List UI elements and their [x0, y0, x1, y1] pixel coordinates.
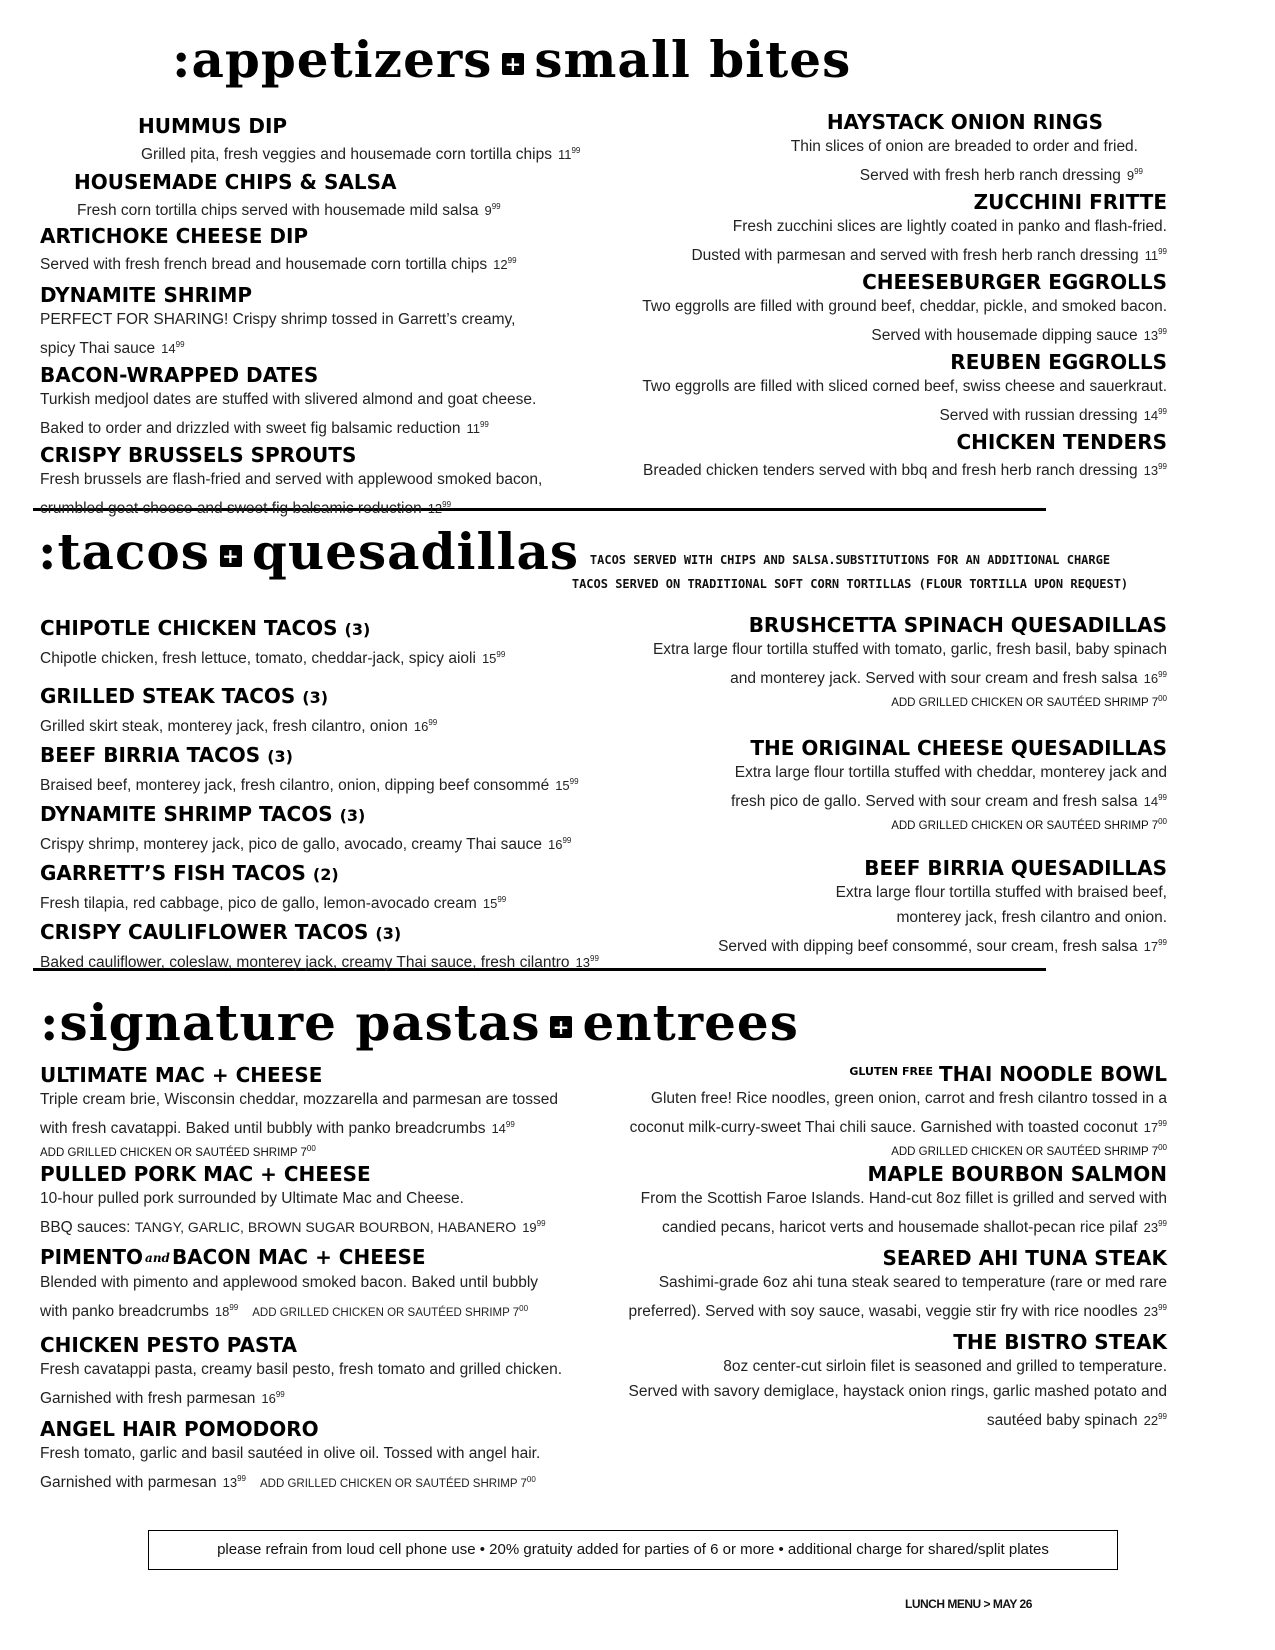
menu-item-dynamite-shrimp [40, 283, 515, 361]
item-name: CHICKEN TENDERS [956, 430, 1167, 454]
tacos-title-right: quesadillas [251, 522, 580, 581]
tacos-title [38, 522, 579, 581]
item-desc: Grilled skirt steak, monterey jack, fresh cilantro, onion [40, 718, 408, 735]
item-desc: with panko breadcrumbs [40, 1303, 209, 1320]
taco-note-line: TACOS SERVED WITH CHIPS AND SALSA.SUBSTITUTIONS FOR AN ADDITIONAL CHARGE [589, 553, 1111, 567]
menu-item-thai-noodle-bowl [630, 1060, 1167, 1160]
item-desc: BBQ sauces: [40, 1219, 135, 1236]
item-price: $15^{99}$ [481, 650, 506, 666]
menu-item-bacon-wrapped-dates [40, 363, 536, 441]
item-price: $13^{99}$ [222, 1474, 246, 1490]
item-name: CHICKEN PESTO PASTA [40, 1333, 298, 1357]
item-name: THAI NOODLE BOWL [938, 1062, 1167, 1086]
menu-item-beef-birria-quesadillas [718, 856, 1167, 959]
taco-notes [560, 548, 1140, 596]
gluten-free-tag: GLUTEN FREE [849, 1065, 933, 1078]
item-addon: ADD GRILLED CHICKEN OR SAUTÉED SHRIMP $7^{00}$ [891, 817, 1167, 832]
item-desc: Gluten free! Rice noodles, green onion, carrot and fresh cilantro tossed in a [650, 1090, 1167, 1107]
menu-item-seared-ahi-tuna-steak [628, 1246, 1167, 1324]
item-desc: Blended with pimento and applewood smoked bacon. Baked until bubbly [40, 1274, 539, 1291]
item-name: BEEF BIRRIA TACOS [40, 743, 261, 767]
item-name: HUMMUS DIP [138, 114, 288, 138]
item-name: GARRETT’S FISH TACOS [40, 861, 306, 885]
item-desc: Turkish medjool dates are stuffed with slivered almond and goat cheese. [40, 391, 537, 408]
item-desc: Extra large flour tortilla stuffed with tomato, garlic, fresh basil, baby spinach [652, 641, 1167, 658]
item-price: $11^{99}$ [557, 146, 581, 162]
item-name-and: and [145, 1251, 170, 1265]
item-price: $14^{99}$ [1143, 793, 1167, 809]
menu-item-zucchini-fritte [691, 190, 1167, 268]
item-desc: Baked to order and drizzled with sweet fig balsamic reduction [40, 420, 461, 437]
item-price: $16^{99}$ [261, 1390, 285, 1406]
menu-item-ultimate-mac-cheese [40, 1063, 558, 1161]
item-desc: Braised beef, monterey jack, fresh cilantro, onion, dipping beef consommé [40, 777, 550, 794]
item-desc: Thin slices of onion are breaded to order and fried. [790, 138, 1138, 155]
item-desc: Fresh zucchini slices are lightly coated in panko and flash-fried. [732, 218, 1167, 235]
item-name: SEARED AHI TUNA STEAK [882, 1246, 1167, 1270]
item-addon: ADD GRILLED CHICKEN OR SAUTÉED SHRIMP $7^{00}$ [891, 1143, 1167, 1158]
item-desc: Triple cream brie, Wisconsin cheddar, mozzarella and parmesan are tossed [40, 1091, 559, 1108]
item-price: $12^{99}$ [427, 500, 452, 516]
menu-item-cheeseburger-eggrolls [642, 270, 1167, 348]
menu-item-beef-birria-tacos [40, 743, 579, 798]
item-desc: crumbled goat cheese and sweet fig balsamic reduction [40, 500, 422, 517]
item-name: BACON MAC + CHEESE [171, 1245, 426, 1269]
item-price: $9^{99}$ [484, 202, 501, 218]
item-price: $22^{99}$ [1143, 1412, 1167, 1428]
item-count: (2) [312, 865, 339, 884]
item-name: BEEF BIRRIA QUESADILLAS [864, 856, 1167, 880]
footer-notice: please refrain from loud cell phone use • 20% gratuity added for parties of 6 or more • additional charge for shared/split plates [148, 1530, 1118, 1570]
pastas-title-left: :signature pastas [40, 993, 541, 1052]
item-desc: Fresh cavatappi pasta, creamy basil pesto, fresh tomato and grilled chicken. [40, 1361, 563, 1378]
item-name: HAYSTACK ONION RINGS [826, 110, 1103, 134]
item-desc: Fresh tomato, garlic and basil sautéed in olive oil. Tossed with angel hair. [40, 1445, 541, 1462]
menu-item-chicken-tenders [643, 430, 1167, 483]
item-desc: Served with russian dressing [939, 407, 1138, 424]
item-price: $15^{99}$ [555, 777, 579, 793]
item-price: $11^{99}$ [466, 420, 489, 436]
menu-item-crispy-brussels-sprouts [40, 443, 542, 521]
menu-item-bistro-steak [629, 1330, 1167, 1433]
menu-item-garretts-fish-tacos [40, 861, 506, 916]
item-desc: Served with dipping beef consommé, sour cream, fresh salsa [718, 938, 1138, 955]
item-desc: Fresh corn tortilla chips served with housemade mild salsa [77, 202, 479, 219]
pastas-title [40, 993, 799, 1052]
item-name: GRILLED STEAK TACOS [40, 684, 296, 708]
item-name: ULTIMATE MAC + CHEESE [40, 1063, 323, 1087]
item-desc: Two eggrolls are filled with sliced corned beef, swiss cheese and sauerkraut. [642, 378, 1167, 395]
item-price: $12^{99}$ [493, 256, 517, 272]
item-desc: Served with fresh herb ranch dressing [859, 167, 1121, 184]
item-price: $13^{99}$ [1143, 462, 1167, 478]
menu-item-original-cheese-quesadillas [731, 736, 1167, 834]
menu-item-grilled-steak-tacos [40, 684, 437, 739]
item-addon: ADD GRILLED CHICKEN OR SAUTÉED SHRIMP $7^{00}$ [891, 694, 1167, 709]
item-price: $23^{99}$ [1143, 1219, 1167, 1235]
menu-item-reuben-eggrolls [642, 350, 1167, 428]
menu-item-crispy-cauliflower-tacos [40, 920, 599, 975]
item-name: PIMENTO [40, 1245, 144, 1269]
item-name: THE BISTRO STEAK [953, 1330, 1167, 1354]
item-desc: fresh pico de gallo. Served with sour cream and fresh salsa [730, 793, 1138, 810]
item-desc: coconut milk-curry-sweet Thai chili sauce. Garnished with toasted coconut [629, 1119, 1138, 1136]
plus-icon: + [550, 1016, 572, 1038]
item-desc: Served with savory demiglace, haystack onion rings, garlic mashed potato and [628, 1383, 1167, 1400]
item-desc: sautéed baby spinach [986, 1412, 1138, 1429]
menu-item-chipotle-chicken-tacos [40, 616, 505, 671]
item-price: $14^{99}$ [1143, 407, 1167, 423]
item-desc: From the Scottish Faroe Islands. Hand-cut 8oz fillet is grilled and served with [640, 1190, 1167, 1207]
item-desc: Served with fresh french bread and housemade corn tortilla chips [40, 256, 488, 273]
item-addon: ADD GRILLED CHICKEN OR SAUTÉED SHRIMP $7^{00}$ [260, 1475, 536, 1490]
taco-note-line: TACOS SERVED ON TRADITIONAL SOFT CORN TORTILLAS (FLOUR TORTILLA UPON REQUEST) [571, 577, 1129, 591]
item-count: (3) [267, 747, 293, 766]
appetizers-title [172, 30, 851, 89]
item-name: BACON-WRAPPED DATES [40, 363, 319, 387]
item-desc: Grilled pita, fresh veggies and housemade corn tortilla chips [141, 146, 552, 163]
item-desc: and monterey jack. Served with sour cream and fresh salsa [730, 670, 1138, 687]
menu-item-hummus-dip [138, 114, 580, 167]
item-name: DYNAMITE SHRIMP [40, 283, 253, 307]
item-desc: Sashimi-grade 6oz ahi tuna steak seared to temperature (rare or med rare [658, 1274, 1167, 1291]
item-price: $14^{99}$ [491, 1120, 515, 1136]
menu-item-pimento-bacon-mac-cheese [40, 1245, 538, 1326]
item-count: (3) [344, 620, 371, 639]
item-desc: Baked cauliflower, coleslaw, monterey jack, creamy Thai sauce, fresh cilantro [40, 954, 570, 971]
item-addon: ADD GRILLED CHICKEN OR SAUTÉED SHRIMP $7^{00}$ [40, 1144, 316, 1159]
item-name: THE ORIGINAL CHEESE QUESADILLAS [750, 736, 1167, 760]
item-desc: Extra large flour tortilla stuffed with cheddar, monterey jack and [734, 764, 1167, 781]
item-price: $15^{99}$ [482, 895, 507, 911]
item-name: CHIPOTLE CHICKEN TACOS [40, 616, 338, 640]
item-price: $17^{99}$ [1143, 938, 1167, 954]
item-sauces: TANGY, GARLIC, BROWN SUGAR BOURBON, HABANERO [134, 1219, 517, 1235]
item-name: ANGEL HAIR POMODORO [40, 1417, 319, 1441]
item-price: $9^{99}$ [1126, 167, 1143, 183]
menu-item-chicken-pesto-pasta [40, 1333, 562, 1411]
item-price: $16^{99}$ [1143, 670, 1167, 686]
item-count: (3) [375, 924, 402, 943]
item-price: $16^{99}$ [413, 718, 438, 734]
menu-item-brushcetta-spinach-quesadillas [653, 613, 1167, 711]
menu-item-pulled-pork-mac-cheese [40, 1162, 546, 1240]
menu-item-angel-hair-pomodoro [40, 1417, 540, 1497]
item-name: DYNAMITE SHRIMP TACOS [40, 802, 333, 826]
pastas-title-right: entrees [582, 993, 799, 1052]
item-name: ZUCCHINI FRITTE [973, 190, 1167, 214]
plus-icon: + [502, 53, 524, 75]
item-price: $18^{99}$ [214, 1303, 239, 1319]
menu-item-housemade-chips-salsa [74, 170, 501, 223]
item-desc: Breaded chicken tenders served with bbq and fresh herb ranch dressing [643, 462, 1138, 479]
menu-tag: LUNCH MENU > MAY 26 [905, 1597, 1032, 1611]
item-count: (3) [302, 688, 329, 707]
item-desc: preferred). Served with soy sauce, wasabi, veggie stir fry with rice noodles [628, 1303, 1138, 1320]
item-desc: with fresh cavatappi. Baked until bubbly with panko breadcrumbs [40, 1120, 486, 1137]
item-desc: PERFECT FOR SHARING! Crispy shrimp tossed in Garrett’s creamy, [40, 311, 516, 328]
item-price: $13^{99}$ [575, 954, 599, 970]
item-desc: 10-hour pulled pork surrounded by Ultimate Mac and Cheese. [40, 1190, 464, 1207]
item-price: $16^{99}$ [547, 836, 572, 852]
item-desc: 8oz center-cut sirloin filet is seasoned and grilled to temperature. [723, 1358, 1167, 1375]
item-desc: Garnished with parmesan [40, 1474, 217, 1491]
item-desc: Served with housemade dipping sauce [871, 327, 1138, 344]
item-count: (3) [339, 806, 366, 825]
item-desc: candied pecans, haricot verts and housemade shallot-pecan rice pilaf [662, 1219, 1138, 1236]
item-desc: Extra large flour tortilla stuffed with braised beef, [835, 884, 1167, 901]
item-name: HOUSEMADE CHIPS & SALSA [74, 170, 397, 194]
item-addon: ADD GRILLED CHICKEN OR SAUTÉED SHRIMP $7^{00}$ [252, 1304, 529, 1319]
item-price: $19^{99}$ [522, 1219, 546, 1235]
item-desc: Fresh tilapia, red cabbage, pico de gallo, lemon-avocado cream [40, 895, 477, 912]
item-price: $11^{99}$ [1144, 247, 1167, 263]
item-desc: Chipotle chicken, fresh lettuce, tomato, cheddar-jack, spicy aioli [40, 650, 476, 667]
item-price: $23^{99}$ [1143, 1303, 1167, 1319]
menu-item-dynamite-shrimp-tacos [40, 802, 571, 857]
menu-item-maple-bourbon-salmon [641, 1162, 1167, 1240]
menu-item-artichoke-cheese-dip [40, 224, 517, 277]
appetizers-title-left: :appetizers [172, 30, 493, 89]
item-name: REUBEN EGGROLLS [950, 350, 1167, 374]
item-price: $14^{99}$ [161, 340, 185, 356]
item-name: CRISPY CAULIFLOWER TACOS [40, 920, 369, 944]
item-desc: Garnished with fresh parmesan [40, 1390, 256, 1407]
item-desc: Dusted with parmesan and served with fresh herb ranch dressing [691, 247, 1139, 264]
menu-item-haystack-onion-rings [791, 110, 1168, 188]
item-name: MAPLE BOURBON SALMON [867, 1162, 1167, 1186]
item-name: CHEESEBURGER EGGROLLS [862, 270, 1167, 294]
item-price: $13^{99}$ [1143, 327, 1167, 343]
item-name: CRISPY BRUSSELS SPROUTS [40, 443, 357, 467]
item-price: $17^{99}$ [1143, 1119, 1167, 1135]
item-desc: Fresh brussels are flash-fried and served with applewood smoked bacon, [40, 471, 543, 488]
item-desc: Two eggrolls are filled with ground beef, cheddar, pickle, and smoked bacon. [642, 298, 1167, 315]
item-desc: monterey jack, fresh cilantro and onion. [896, 909, 1167, 926]
appetizers-title-right: small bites [534, 30, 852, 89]
item-name: BRUSHCETTA SPINACH QUESADILLAS [748, 613, 1167, 637]
item-name: PULLED PORK MAC + CHEESE [40, 1162, 371, 1186]
item-name: ARTICHOKE CHEESE DIP [40, 224, 309, 248]
item-desc: spicy Thai sauce [40, 340, 156, 357]
plus-icon: + [220, 545, 242, 567]
item-desc: Crispy shrimp, monterey jack, pico de gallo, avocado, creamy Thai sauce [40, 836, 542, 853]
tacos-title-left: :tacos [38, 522, 210, 581]
